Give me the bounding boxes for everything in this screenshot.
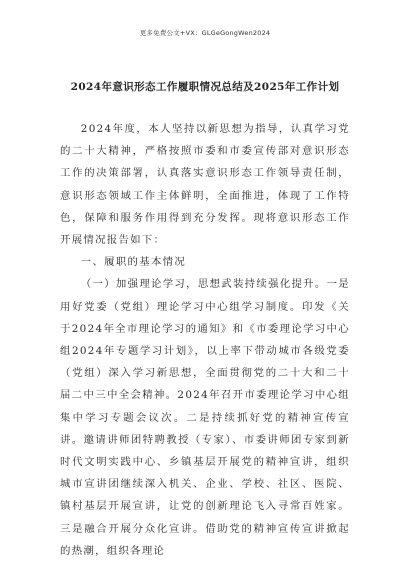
section-heading: 一、履职的基本情况 [80,256,187,269]
header-note: 更多免费公文+VX：GLGeGongWen2024 [139,29,271,37]
document-title: 2024年意识形态工作履职情况总结及2025年工作计划 [70,81,340,93]
document-body [60,118,350,562]
intro-paragraph: 2024年度，本人坚持以新思想为指导，认真学习党的二十大精神，严格按照市委和市委宣传部对意识形态工作的决策部署，认真落实意识形态工作领导责任制，意识形态领域工作主体鲜明，全面推进，体现了工作特色，保障和服务作用得到充分发挥。现将意识形态工作开展情况报告如下： [60,123,350,247]
body-paragraph: （一）加强理论学习，思想武装持续强化提升。一是用好党委（党组）理论学习中心组学习制度。印发《关于2024年全市理论学习的通知》和《市委理论学习中心组2024年专题学习计划》，以上率下带动城市各级党委（党组）深入学习新思想，全面贯彻党的二十大和二十届二中三中全会精神。2024年召开市委理论学习中心组集中学习专题会议次。二是持续抓好党的精神宣传宣讲。邀请讲师团特聘教授（专家）、市委讲师团专家到新时代文明实践中心、乡镇基层开展党的精神宣讲，组织城市宣讲团继续深入机关、企业、学校、社区、医院、镇村基层开展宣讲，让党的创新理论飞入寻常百姓家。三是融合开展分众化宣讲。借助党的精神宣传宣讲掀起的热潮，组织各理论 [60,278,350,557]
